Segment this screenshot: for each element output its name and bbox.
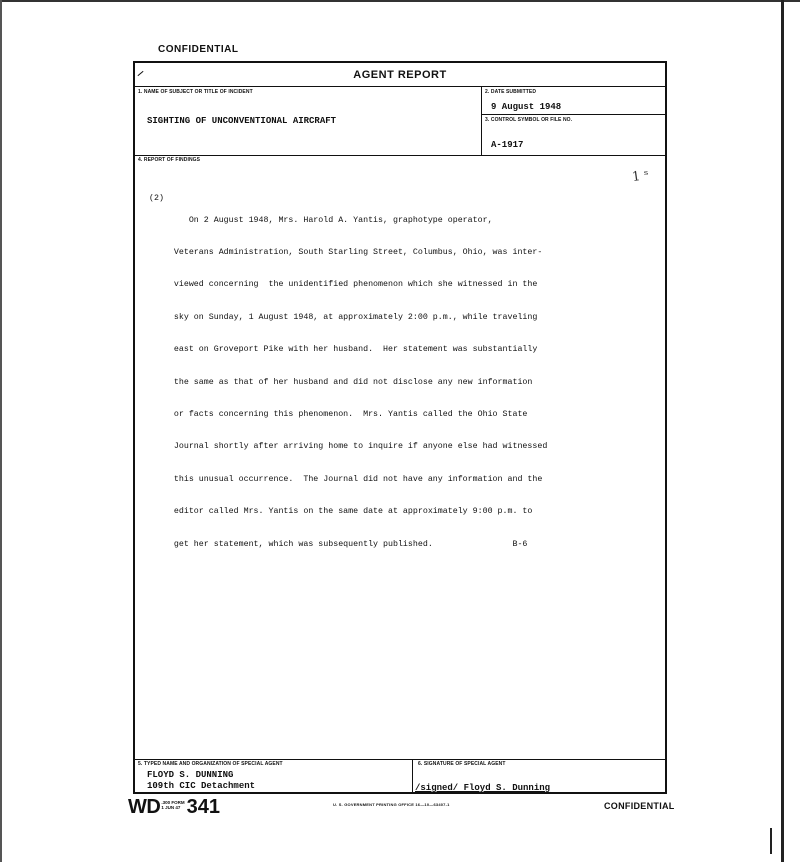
agent-report-form [133,61,667,794]
date-label: 2. DATE SUBMITTED [485,89,537,95]
form-code [128,796,220,819]
form-prefix: WD [128,796,161,818]
subject-label: 1. NAME OF SUBJECT OR TITLE OF INCIDENT [138,89,253,95]
classification-bottom: CONFIDENTIAL [604,801,675,811]
title-divider [135,86,665,87]
agent-section-divider [135,759,665,760]
scan-edge-top [0,0,800,2]
signature-value: /signed/ Floyd S. Dunning [415,783,551,793]
findings-label: 4. REPORT OF FINDINGS [138,157,201,163]
agent-organization: 109th CIC Detachment [147,781,256,791]
findings-line: this unusual occurrence. The Journal did not have any information and the [149,474,543,484]
findings-line: viewed concerning the unidentified phenomenon which she witnessed in the [149,280,538,290]
scan-edge-left [0,0,2,862]
findings-line: editor called Mrs. Yantis on the same date at approximately 9:00 p.m. to [149,507,533,517]
findings-line: get her statement, which was subsequently published. B-6 [149,539,528,549]
findings-line: Journal shortly after arriving home to inquire if anyone else had witnessed [149,442,548,452]
findings-line: east on Groveport Pike with her husband. Her statement was substantially [149,345,538,355]
findings-divider [135,155,665,156]
form-small-line: .300 FORM [161,800,185,805]
findings-line: or facts concerning this phenomenon. Mrs. Yantis called the Ohio State [149,409,528,419]
form-small-line: 1 JUN 47 [161,805,181,810]
findings-line: On 2 August 1948, Mrs. Harold A. Yantis, graphotype operator, [149,215,493,225]
bottom-column-divider [412,759,413,792]
handwritten-mark: 1 ˢ [631,167,650,186]
form-number: 341 [186,796,220,818]
classification-top: CONFIDENTIAL [158,44,239,55]
printer-imprint: U. S. GOVERNMENT PRINTING OFFICE 16—10—63407-1 [333,802,450,807]
agent-name: FLOYD S. DUNNING [147,770,234,780]
control-value: A-1917 [491,140,524,150]
date-value: 9 August 1948 [491,102,562,112]
signature-label: 6. SIGNATURE OF SPECIAL AGENT [418,761,506,767]
findings-body [149,194,661,572]
control-label: 3. CONTROL SYMBOL OR FILE NO. [485,117,573,123]
findings-line: sky on Sunday, 1 August 1948, at approximately 2:00 p.m., while traveling [149,312,538,322]
date-control-divider [481,114,665,115]
findings-line: Veterans Administration, South Starling Street, Columbus, Ohio, was inter- [149,247,543,257]
scan-mark-bottom [770,828,772,854]
paragraph-number: (2) [149,194,164,203]
form-small-label [161,800,184,810]
subject-value: SIGHTING OF UNCONVENTIONAL AIRCRAFT [147,116,337,126]
agent-label: 5. TYPED NAME AND ORGANIZATION OF SPECIAL AGENT [138,761,283,767]
findings-line: the same as that of her husband and did not disclose any new information [149,377,533,387]
form-title: AGENT REPORT [353,69,447,81]
scan-edge-right [781,0,784,862]
top-column-divider [481,86,482,155]
